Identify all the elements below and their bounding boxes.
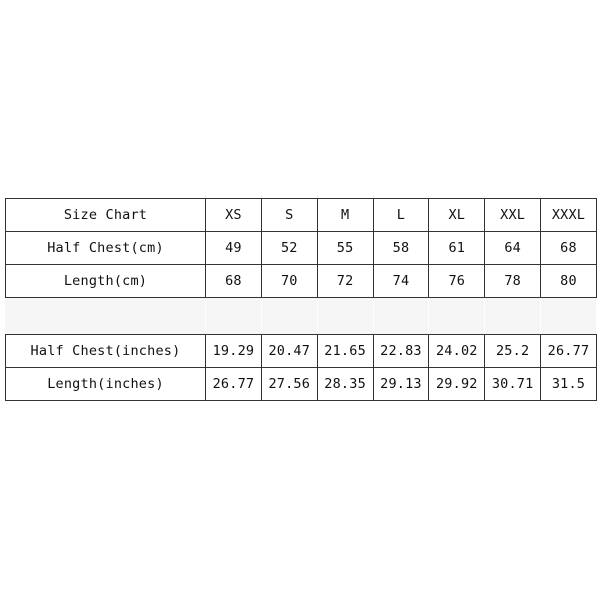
table-cell: 24.02: [429, 335, 485, 368]
table-cell: 76: [429, 265, 485, 298]
size-header-l: L: [373, 199, 429, 232]
table-cell: 31.5: [541, 368, 597, 401]
row-label-half-chest-inches: Half Chest(inches): [6, 335, 206, 368]
spacer-cell: [261, 298, 317, 335]
size-header-xxl: XXL: [485, 199, 541, 232]
table-row-half-chest-inches: [6, 335, 597, 368]
size-chart-title: Size Chart: [6, 199, 206, 232]
size-chart-table: [5, 198, 597, 401]
spacer-cell: [541, 298, 597, 335]
table-spacer-row: [6, 298, 597, 335]
table-cell: 26.77: [541, 335, 597, 368]
size-chart: [5, 198, 596, 401]
table-cell: 68: [541, 232, 597, 265]
table-cell: 80: [541, 265, 597, 298]
size-header-xxxl: XXXL: [541, 199, 597, 232]
table-cell: 22.83: [373, 335, 429, 368]
table-cell: 74: [373, 265, 429, 298]
header-row: [6, 199, 597, 232]
row-label-length-cm: Length(cm): [6, 265, 206, 298]
spacer-cell: [6, 298, 206, 335]
table-cell: 21.65: [317, 335, 373, 368]
table-cell: 58: [373, 232, 429, 265]
table-cell: 30.71: [485, 368, 541, 401]
spacer-cell: [429, 298, 485, 335]
table-cell: 52: [261, 232, 317, 265]
table-cell: 64: [485, 232, 541, 265]
size-header-s: S: [261, 199, 317, 232]
table-cell: 49: [206, 232, 262, 265]
table-row-length-inches: [6, 368, 597, 401]
table-row-half-chest-cm: [6, 232, 597, 265]
table-cell: 55: [317, 232, 373, 265]
table-cell: 28.35: [317, 368, 373, 401]
spacer-cell: [485, 298, 541, 335]
table-cell: 20.47: [261, 335, 317, 368]
size-header-m: M: [317, 199, 373, 232]
table-cell: 61: [429, 232, 485, 265]
table-cell: 70: [261, 265, 317, 298]
row-label-half-chest-cm: Half Chest(cm): [6, 232, 206, 265]
spacer-cell: [206, 298, 262, 335]
table-cell: 29.13: [373, 368, 429, 401]
row-label-length-inches: Length(inches): [6, 368, 206, 401]
table-cell: 19.29: [206, 335, 262, 368]
table-cell: 29.92: [429, 368, 485, 401]
table-cell: 72: [317, 265, 373, 298]
size-header-xs: XS: [206, 199, 262, 232]
table-cell: 27.56: [261, 368, 317, 401]
size-header-xl: XL: [429, 199, 485, 232]
spacer-cell: [373, 298, 429, 335]
table-cell: 68: [206, 265, 262, 298]
table-cell: 26.77: [206, 368, 262, 401]
table-cell: 25.2: [485, 335, 541, 368]
spacer-cell: [317, 298, 373, 335]
table-cell: 78: [485, 265, 541, 298]
table-row-length-cm: [6, 265, 597, 298]
